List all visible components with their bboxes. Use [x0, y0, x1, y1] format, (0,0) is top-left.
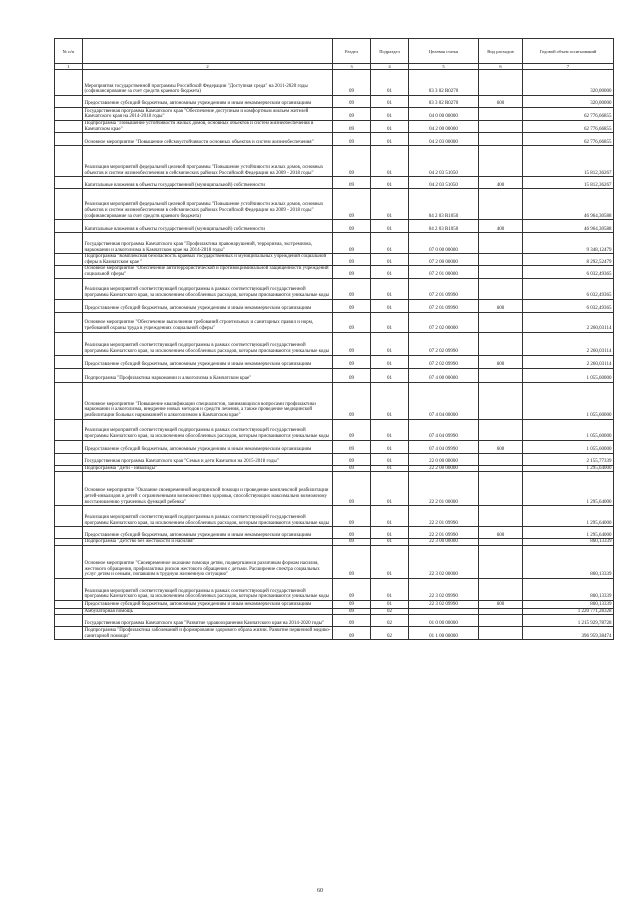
- row-razdel-cell: 09: [333, 70, 371, 96]
- row-amount-cell: 46 964,30588: [523, 189, 614, 220]
- row-name-cell: Подпрограмма "Профилактика наркомании и алкоголизма в Камчатском крае": [83, 368, 333, 382]
- row-podrazdel-cell: 01: [371, 254, 409, 266]
- budget-sheet: [54, 38, 613, 640]
- row-num-cell: [55, 506, 83, 527]
- row-podrazdel-cell: 01: [371, 545, 409, 578]
- row-podrazdel-cell: 01: [371, 312, 409, 332]
- row-razdel-cell: 09: [333, 539, 371, 546]
- row-podrazdel-cell: 02: [371, 615, 409, 627]
- row-csr-cell: 01 1 00 00000: [409, 627, 479, 640]
- row-vr-cell: [479, 266, 523, 278]
- row-num-cell: [55, 189, 83, 220]
- row-csr-cell: 22 3 02 09990: [409, 600, 479, 608]
- row-razdel-cell: 09: [333, 299, 371, 312]
- table-row: [55, 355, 614, 368]
- row-vr-cell: [479, 278, 523, 299]
- table-row: [55, 233, 614, 254]
- row-vr-cell: 600: [479, 299, 523, 312]
- row-podrazdel-cell: 01: [371, 146, 409, 177]
- row-num-cell: [55, 627, 83, 640]
- row-name-cell: Капитальные вложения в объекты государственной (муниципальной) собственности: [83, 177, 333, 189]
- row-num-cell: [55, 220, 83, 233]
- row-podrazdel-cell: 01: [371, 600, 409, 608]
- row-podrazdel-cell: 01: [371, 121, 409, 133]
- row-num-cell: [55, 332, 83, 355]
- row-razdel-cell: 09: [333, 472, 371, 506]
- row-podrazdel-cell: 01: [371, 440, 409, 453]
- row-razdel-cell: 09: [333, 368, 371, 382]
- row-vr-cell: 600: [479, 527, 523, 539]
- row-razdel-cell: 09: [333, 578, 371, 600]
- row-amount-cell: 1 055,60000: [523, 368, 614, 382]
- row-num-cell: [55, 465, 83, 472]
- row-csr-cell: 07 4 00 00000: [409, 368, 479, 382]
- row-name-cell: Подпрограмма "Дети - инвалиды": [83, 465, 333, 472]
- row-podrazdel-cell: 01: [371, 108, 409, 121]
- header-num: № п/п: [55, 39, 83, 64]
- table-row: [55, 539, 614, 546]
- row-vr-cell: 600: [479, 355, 523, 368]
- row-name-cell: Основное мероприятие "Обеспечение антитеррористической и противокриминальной защищенности учреждений социальной сферы": [83, 266, 333, 278]
- row-csr-cell: 22 2 00 00000: [409, 465, 479, 472]
- row-podrazdel-cell: 01: [371, 278, 409, 299]
- row-name-cell: Реализация мероприятий соответствующей подпрограммы в рамках соответствующей государственной программы Камчатского края, за исключением обособленных расходов, которым присваиваются уникальные коды: [83, 578, 333, 600]
- row-csr-cell: 04 0 00 00000: [409, 108, 479, 121]
- row-amount-cell: 1 295,64000: [523, 465, 614, 472]
- row-podrazdel-cell: 01: [371, 189, 409, 220]
- row-vr-cell: [479, 70, 523, 96]
- table-body: [55, 70, 614, 640]
- table-row: [55, 465, 614, 472]
- row-csr-cell: 04 2 03 00000: [409, 133, 479, 146]
- row-amount-cell: 9 348,12479: [523, 233, 614, 254]
- row-num-cell: [55, 299, 83, 312]
- row-podrazdel-cell: 01: [371, 578, 409, 600]
- row-vr-cell: [479, 419, 523, 440]
- row-amount-cell: 1 055,60000: [523, 440, 614, 453]
- row-csr-cell: 07 2 02 09990: [409, 332, 479, 355]
- row-vr-cell: [479, 472, 523, 506]
- row-name-cell: Амбулаторная помощь: [83, 608, 333, 615]
- table-row: [55, 146, 614, 177]
- row-razdel-cell: 09: [333, 419, 371, 440]
- row-name-cell: Основное мероприятие "Своевременное оказание помощи детям, подвергшимся различным формам насилия, жестокого обращения, профилактика рисков жестокого обращения с детьми. Расширение спектра социальных услуг детям и семьям, попавшим в трудную жизненную ситуацию": [83, 545, 333, 578]
- row-name-cell: Предоставление субсидий бюджетным, автономным учреждениям и иным некоммерческим организациям: [83, 355, 333, 368]
- row-amount-cell: 15 812,36267: [523, 146, 614, 177]
- row-amount-cell: 15 812,36267: [523, 177, 614, 189]
- table-row: [55, 254, 614, 266]
- row-podrazdel-cell: 01: [371, 266, 409, 278]
- row-razdel-cell: 09: [333, 108, 371, 121]
- row-num-cell: [55, 355, 83, 368]
- row-vr-cell: [479, 312, 523, 332]
- row-name-cell: Предоставление субсидий бюджетным, автономным учреждениям и иным некоммерческим организациям: [83, 600, 333, 608]
- row-vr-cell: [479, 615, 523, 627]
- row-num-cell: [55, 539, 83, 546]
- row-podrazdel-cell: 01: [371, 355, 409, 368]
- header-amount: Годовой объем ассигнований: [523, 39, 614, 64]
- column-number: 3: [333, 64, 371, 70]
- row-vr-cell: [479, 368, 523, 382]
- row-amount-cell: 62 776,66855: [523, 133, 614, 146]
- row-razdel-cell: 09: [333, 133, 371, 146]
- table-row: [55, 419, 614, 440]
- row-razdel-cell: 09: [333, 121, 371, 133]
- row-vr-cell: [479, 465, 523, 472]
- row-podrazdel-cell: 01: [371, 96, 409, 108]
- row-razdel-cell: 09: [333, 266, 371, 278]
- row-num-cell: [55, 121, 83, 133]
- row-razdel-cell: 09: [333, 220, 371, 233]
- row-amount-cell: 2 260,03114: [523, 355, 614, 368]
- row-num-cell: [55, 266, 83, 278]
- table-row: [55, 189, 614, 220]
- row-csr-cell: 04 2 03 51050: [409, 146, 479, 177]
- row-name-cell: Основное мероприятие "Оказание своевременной медицинской помощи и проведение комплексной реабилитации детей-инвалидов и детей с ограниченными возможностями здоровья, способствующих максимально возможному восстановлению утраченных функций ребенка": [83, 472, 333, 506]
- row-podrazdel-cell: 01: [371, 299, 409, 312]
- column-number: 2: [83, 64, 333, 70]
- row-csr-cell: 01 0 00 00000: [409, 615, 479, 627]
- row-num-cell: [55, 146, 83, 177]
- row-razdel-cell: 09: [333, 465, 371, 472]
- row-csr-cell: 07 4 04 09990: [409, 419, 479, 440]
- row-amount-cell: 2 260,03114: [523, 332, 614, 355]
- row-num-cell: [55, 440, 83, 453]
- row-csr-cell: 07 2 01 09990: [409, 278, 479, 299]
- row-csr-cell: 22 2 01 09990: [409, 506, 479, 527]
- row-num-cell: [55, 278, 83, 299]
- row-amount-cell: 1 055,60000: [523, 382, 614, 419]
- page-number: 60: [317, 888, 323, 894]
- row-vr-cell: [479, 332, 523, 355]
- row-csr-cell: 04 2 03 R1050: [409, 220, 479, 233]
- row-csr-cell: 04 2 03 R1050: [409, 189, 479, 220]
- row-name-cell: Основное мероприятие "Повышение сейсмоустойчивости основных объектов и систем жизнеобеспечения": [83, 133, 333, 146]
- row-amount-cell: 6 032,49365: [523, 278, 614, 299]
- row-podrazdel-cell: 01: [371, 70, 409, 96]
- row-amount-cell: 6 032,49365: [523, 299, 614, 312]
- row-vr-cell: [479, 108, 523, 121]
- row-csr-cell: 07 4 04 00000: [409, 382, 479, 419]
- row-amount-cell: 46 964,30588: [523, 220, 614, 233]
- row-csr-cell: 22 3 02 09990: [409, 578, 479, 600]
- row-podrazdel-cell: 01: [371, 539, 409, 546]
- row-name-cell: Подпрограмма "Повышение устойчивости жилых домов, основных объектов и систем жизнеобеспечения в Камчатском крае": [83, 121, 333, 133]
- row-name-cell: Государственная программа Камчатского края "Развитие здравоохранения Камчатского края на 2014-2020 годы": [83, 615, 333, 627]
- row-num-cell: [55, 108, 83, 121]
- row-vr-cell: 600: [479, 440, 523, 453]
- row-razdel-cell: 09: [333, 278, 371, 299]
- row-podrazdel-cell: 01: [371, 465, 409, 472]
- row-podrazdel-cell: 02: [371, 608, 409, 615]
- row-razdel-cell: 09: [333, 600, 371, 608]
- header-name: [83, 39, 333, 64]
- row-name-cell: Подпрограмма "Профилактика заболеваний и формирование здорового образа жизни. Развитие первичной медико-санитарной помощи": [83, 627, 333, 640]
- row-podrazdel-cell: 01: [371, 133, 409, 146]
- row-csr-cell: 03 3 02 R0270: [409, 96, 479, 108]
- row-name-cell: Подпрограмма "Детство без жестокости и насилия": [83, 539, 333, 546]
- row-podrazdel-cell: 01: [371, 506, 409, 527]
- row-amount-cell: 62 776,66855: [523, 108, 614, 121]
- row-name-cell: Основное мероприятие "Обеспечение выполнения требований строительных и санитарных правил и норм, требований охраны труда в учреждениях социальной сферы": [83, 312, 333, 332]
- table-row: [55, 453, 614, 465]
- row-name-cell: Реализация мероприятий соответствующей подпрограммы в рамках соответствующей государственной программы Камчатского края, за исключением обособленных расходов, которым присваиваются уникальные коды: [83, 278, 333, 299]
- row-amount-cell: 396 959,38474: [523, 627, 614, 640]
- row-amount-cell: 860,13339: [523, 600, 614, 608]
- row-podrazdel-cell: 01: [371, 177, 409, 189]
- header-razdel: Раздел: [333, 39, 371, 64]
- row-vr-cell: 400: [479, 220, 523, 233]
- row-amount-cell: 6 032,49365: [523, 266, 614, 278]
- row-razdel-cell: 09: [333, 177, 371, 189]
- row-csr-cell: 22 3 02 00000: [409, 545, 479, 578]
- row-vr-cell: [479, 539, 523, 546]
- header-csr: Целевая статья: [409, 39, 479, 64]
- row-num-cell: [55, 419, 83, 440]
- row-num-cell: [55, 578, 83, 600]
- table-row: [55, 608, 614, 615]
- table-row: [55, 121, 614, 133]
- row-razdel-cell: 09: [333, 382, 371, 419]
- row-num-cell: [55, 368, 83, 382]
- table-row: [55, 545, 614, 578]
- row-podrazdel-cell: 02: [371, 627, 409, 640]
- row-razdel-cell: 09: [333, 96, 371, 108]
- row-vr-cell: [479, 146, 523, 177]
- header-podrazdel: Подраздел: [371, 39, 409, 64]
- row-amount-cell: 1 220 771,28328: [523, 608, 614, 615]
- row-vr-cell: [479, 545, 523, 578]
- row-name-cell: Подпрограмма "Комплексная безопасность краевых государственных и муниципальных учреждений социальной сферы в Камчатском крае ": [83, 254, 333, 266]
- row-vr-cell: 400: [479, 177, 523, 189]
- row-num-cell: [55, 615, 83, 627]
- row-csr-cell: 07 2 02 00000: [409, 312, 479, 332]
- table-row: [55, 527, 614, 539]
- row-name-cell: Государственная программа Камчатского края "Профилактика правонарушений, терроризма, экстремизма, наркомании и алкоголизма в Камчатском крае на 2014-2018 годы": [83, 233, 333, 254]
- row-amount-cell: 2 155,77339: [523, 453, 614, 465]
- row-razdel-cell: 09: [333, 453, 371, 465]
- row-podrazdel-cell: 01: [371, 233, 409, 254]
- header-vr: Вид расходов: [479, 39, 523, 64]
- column-number: 1: [55, 64, 83, 70]
- row-num-cell: [55, 233, 83, 254]
- row-num-cell: [55, 608, 83, 615]
- row-podrazdel-cell: 01: [371, 220, 409, 233]
- row-razdel-cell: 09: [333, 506, 371, 527]
- table-row: [55, 108, 614, 121]
- row-name-cell: Государственная программа Камчатского края "Семья и дети Камчатки на 2015-2018 годы": [83, 453, 333, 465]
- row-name-cell: Предоставление субсидий бюджетным, автономным учреждениям и иным некоммерческим организациям: [83, 440, 333, 453]
- row-name-cell: Реализация мероприятий соответствующей подпрограммы в рамках соответствующей государственной программы Камчатского края, за исключением обособленных расходов, которым присваиваются уникальные коды: [83, 332, 333, 355]
- row-razdel-cell: 09: [333, 355, 371, 368]
- row-amount-cell: 860,13339: [523, 578, 614, 600]
- row-csr-cell: 03 3 02 R0270: [409, 70, 479, 96]
- row-vr-cell: 600: [479, 96, 523, 108]
- table-header-row: [55, 39, 614, 64]
- row-csr-cell: 04 2 00 00000: [409, 121, 479, 133]
- row-num-cell: [55, 70, 83, 96]
- row-amount-cell: 1 055,60000: [523, 419, 614, 440]
- row-vr-cell: [479, 133, 523, 146]
- row-num-cell: [55, 545, 83, 578]
- row-amount-cell: 860,13339: [523, 539, 614, 546]
- row-vr-cell: 600: [479, 600, 523, 608]
- row-razdel-cell: 09: [333, 440, 371, 453]
- table-row: [55, 627, 614, 640]
- table-row: [55, 506, 614, 527]
- row-csr-cell: 22 2 01 00000: [409, 472, 479, 506]
- row-razdel-cell: 09: [333, 254, 371, 266]
- row-csr-cell: 22 3 00 00000: [409, 539, 479, 546]
- row-name-cell: Реализация мероприятий федеральной целевой программы "Повышение устойчивости жилых домов, основных объектов и систем жизнеобеспечения в сейсмических районах Российской Федерации на 2009 - 2018 годы": [83, 146, 333, 177]
- row-podrazdel-cell: 01: [371, 453, 409, 465]
- table-row: [55, 615, 614, 627]
- row-vr-cell: [479, 121, 523, 133]
- row-podrazdel-cell: 01: [371, 368, 409, 382]
- row-num-cell: [55, 254, 83, 266]
- row-num-cell: [55, 527, 83, 539]
- row-podrazdel-cell: 01: [371, 527, 409, 539]
- row-vr-cell: [479, 453, 523, 465]
- row-razdel-cell: 09: [333, 615, 371, 627]
- row-amount-cell: 860,13339: [523, 545, 614, 578]
- table-row: [55, 382, 614, 419]
- row-name-cell: Мероприятия государственной программы Российской Федерации "Доступная среда" на 2011-2020 годы (софинансирование за счет средств краевого бюджета): [83, 70, 333, 96]
- column-number: 7: [523, 64, 614, 70]
- row-name-cell: Капитальные вложения в объекты государственной (муниципальной) собственности: [83, 220, 333, 233]
- row-csr-cell: 07 2 02 09990: [409, 355, 479, 368]
- row-vr-cell: [479, 578, 523, 600]
- row-csr-cell: 07 0 00 00000: [409, 233, 479, 254]
- row-num-cell: [55, 177, 83, 189]
- row-num-cell: [55, 382, 83, 419]
- row-podrazdel-cell: 01: [371, 382, 409, 419]
- table-row: [55, 133, 614, 146]
- row-amount-cell: 62 776,66855: [523, 121, 614, 133]
- row-vr-cell: [479, 627, 523, 640]
- row-name-cell: Предоставление субсидий бюджетным, автономным учреждениям и иным некоммерческим организациям: [83, 299, 333, 312]
- row-razdel-cell: 09: [333, 332, 371, 355]
- row-num-cell: [55, 96, 83, 108]
- row-csr-cell: 07 2 01 09990: [409, 299, 479, 312]
- row-podrazdel-cell: 01: [371, 332, 409, 355]
- row-podrazdel-cell: 01: [371, 472, 409, 506]
- row-name-cell: Государственная программа Камчатского края "Обеспечение доступным и комфортным жильем жителей Камчатского края на 2014-2018 годы": [83, 108, 333, 121]
- budget-table: [54, 38, 614, 640]
- row-name-cell: Предоставление субсидий бюджетным, автономным учреждениям и иным некоммерческим организациям: [83, 96, 333, 108]
- table-row: [55, 266, 614, 278]
- row-name-cell: Реализация мероприятий федеральной целевой программы "Повышение устойчивости жилых домов, основных объектов и систем жизнеобеспечения в сейсмических районах Российской Федерации на 2009 - 2018 годы" (софинансирование за счет средств краевого бюджета): [83, 189, 333, 220]
- row-name-cell: Основное мероприятие "Повышение квалификации специалистов, занимающихся вопросами профилактики наркомании и алкоголизма, внедрение новых методов и средств лечения, а также проведение медицинской реабилитации больных наркоманией и алкоголизмом в Камчатском крае": [83, 382, 333, 419]
- row-amount-cell: 320,00000: [523, 70, 614, 96]
- row-razdel-cell: 09: [333, 146, 371, 177]
- table-row: [55, 96, 614, 108]
- row-razdel-cell: 09: [333, 627, 371, 640]
- column-number: 6: [479, 64, 523, 70]
- row-razdel-cell: 09: [333, 312, 371, 332]
- row-num-cell: [55, 472, 83, 506]
- table-row: [55, 472, 614, 506]
- row-csr-cell: 07 2 00 00000: [409, 254, 479, 266]
- table-row: [55, 177, 614, 189]
- row-vr-cell: [479, 608, 523, 615]
- row-amount-cell: 1 295,64000: [523, 506, 614, 527]
- column-number: 4: [371, 64, 409, 70]
- row-vr-cell: [479, 506, 523, 527]
- table-row: [55, 332, 614, 355]
- row-num-cell: [55, 600, 83, 608]
- row-num-cell: [55, 453, 83, 465]
- table-row: [55, 299, 614, 312]
- table-row: [55, 600, 614, 608]
- row-name-cell: Реализация мероприятий соответствующей подпрограммы в рамках соответствующей государственной программы Камчатского края, за исключением обособленных расходов, которым присваиваются уникальные коды: [83, 506, 333, 527]
- row-csr-cell: 07 4 04 09990: [409, 440, 479, 453]
- row-num-cell: [55, 133, 83, 146]
- row-razdel-cell: 09: [333, 189, 371, 220]
- table-row: [55, 278, 614, 299]
- row-name-cell: Предоставление субсидий бюджетным, автономным учреждениям и иным некоммерческим организациям: [83, 527, 333, 539]
- row-csr-cell: 07 2 01 00000: [409, 266, 479, 278]
- row-amount-cell: 8 292,52479: [523, 254, 614, 266]
- table-row: [55, 440, 614, 453]
- row-razdel-cell: 09: [333, 545, 371, 578]
- row-csr-cell: 22 0 00 00000: [409, 453, 479, 465]
- row-amount-cell: 320,00000: [523, 96, 614, 108]
- row-razdel-cell: 09: [333, 527, 371, 539]
- table-row: [55, 312, 614, 332]
- table-row: [55, 70, 614, 96]
- row-csr-cell: 22 2 01 09990: [409, 527, 479, 539]
- row-amount-cell: 1 215 929,78728: [523, 615, 614, 627]
- row-razdel-cell: 09: [333, 608, 371, 615]
- row-podrazdel-cell: 01: [371, 419, 409, 440]
- table-row: [55, 368, 614, 382]
- row-amount-cell: 1 295,64000: [523, 472, 614, 506]
- table-row: [55, 578, 614, 600]
- row-vr-cell: [479, 382, 523, 419]
- row-amount-cell: 2 260,03114: [523, 312, 614, 332]
- row-csr-cell: [409, 608, 479, 615]
- row-amount-cell: 1 295,64000: [523, 527, 614, 539]
- row-razdel-cell: 09: [333, 233, 371, 254]
- row-vr-cell: [479, 254, 523, 266]
- table-row: [55, 220, 614, 233]
- row-vr-cell: [479, 189, 523, 220]
- row-name-cell: Реализация мероприятий соответствующей подпрограммы в рамках соответствующей государственной программы Камчатского края, за исключением обособленных расходов, которым присваиваются уникальные коды: [83, 419, 333, 440]
- row-csr-cell: 04 2 03 51050: [409, 177, 479, 189]
- column-number: 5: [409, 64, 479, 70]
- row-vr-cell: [479, 233, 523, 254]
- row-num-cell: [55, 312, 83, 332]
